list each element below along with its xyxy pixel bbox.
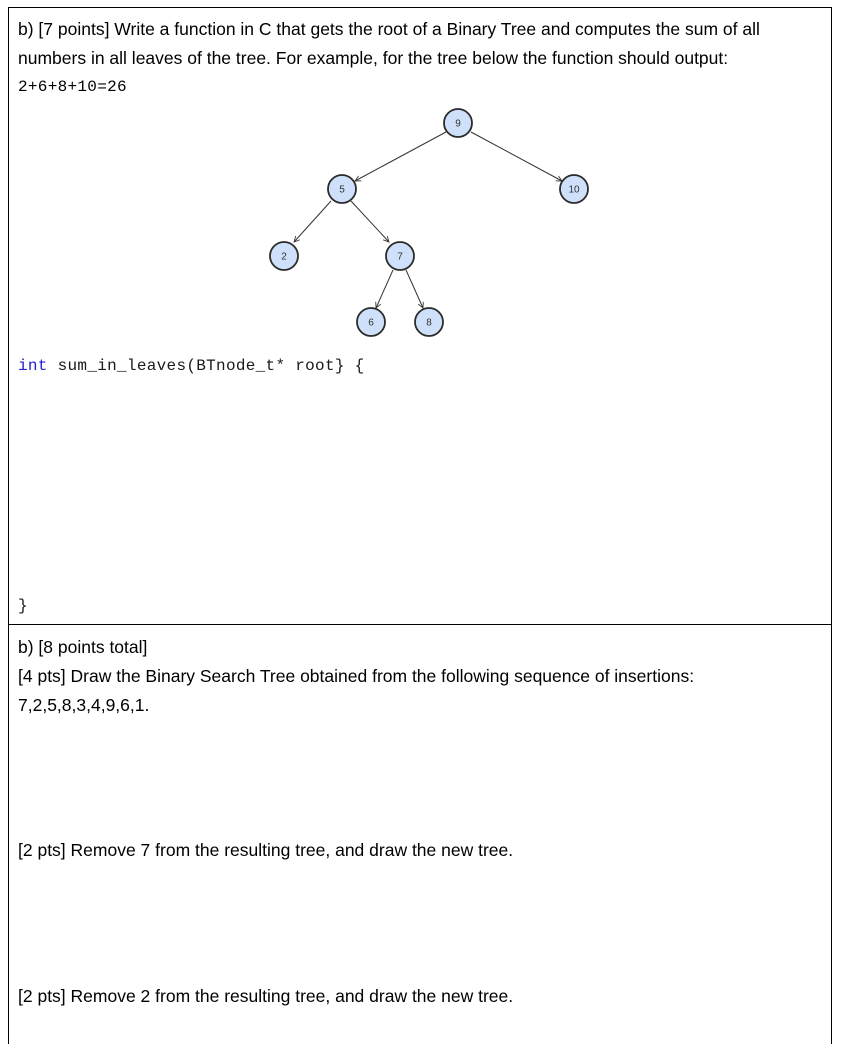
question-b1-box: [8, 7, 832, 626]
tree-node-7: [386, 242, 414, 270]
node-label-7: 7: [397, 251, 403, 263]
edge-7-6: [376, 270, 393, 308]
tree-edges: [294, 132, 562, 308]
question-b2-heading: b) [8 points total]: [18, 637, 148, 657]
tree-node-8: [415, 308, 443, 336]
node-label-6: 6: [368, 317, 374, 329]
question-b1-prompt-line2: numbers in all leaves of the tree. For example, for the tree below the function should output:: [18, 48, 729, 68]
function-closing-brace: }: [18, 597, 28, 615]
code-keyword-int: int: [18, 357, 48, 375]
question-b2-q2: [2 pts] Remove 7 from the resulting tree, and draw the new tree.: [18, 840, 514, 860]
edge-7-8: [406, 270, 423, 308]
tree-node-5: [328, 175, 356, 203]
node-label-5: 5: [339, 184, 345, 196]
node-label-8: 8: [426, 317, 432, 329]
question-b2-box: [8, 624, 832, 1044]
tree-node-10: [560, 175, 588, 203]
question-b2-q3: [2 pts] Remove 2 from the resulting tree, and draw the new tree.: [18, 986, 514, 1006]
tree-node-6: [357, 308, 385, 336]
node-label-2: 2: [281, 251, 287, 263]
edge-9-10: [471, 132, 562, 181]
node-label-9: 9: [455, 118, 461, 130]
example-output: 2+6+8+10=26: [18, 78, 127, 96]
question-b2-q1-line1: [4 pts] Draw the Binary Search Tree obtained from the following sequence of insertions:: [18, 666, 695, 686]
binary-tree-diagram: [9, 8, 831, 348]
node-label-10: 10: [568, 184, 580, 196]
code-signature-rest: sum_in_leaves(BTnode_t* root} {: [47, 357, 365, 375]
edge-5-7: [351, 201, 389, 242]
tree-node-9: [444, 109, 472, 137]
question-b1-prompt-line1: b) [7 points] Write a function in C that gets the root of a Binary Tree and computes the sum of all: [18, 19, 760, 39]
edge-5-2: [294, 201, 331, 242]
tree-node-2: [270, 242, 298, 270]
function-signature: [18, 357, 365, 375]
edge-9-5: [355, 132, 446, 181]
question-b2-q1-line2: 7,2,5,8,3,4,9,6,1.: [18, 695, 150, 715]
